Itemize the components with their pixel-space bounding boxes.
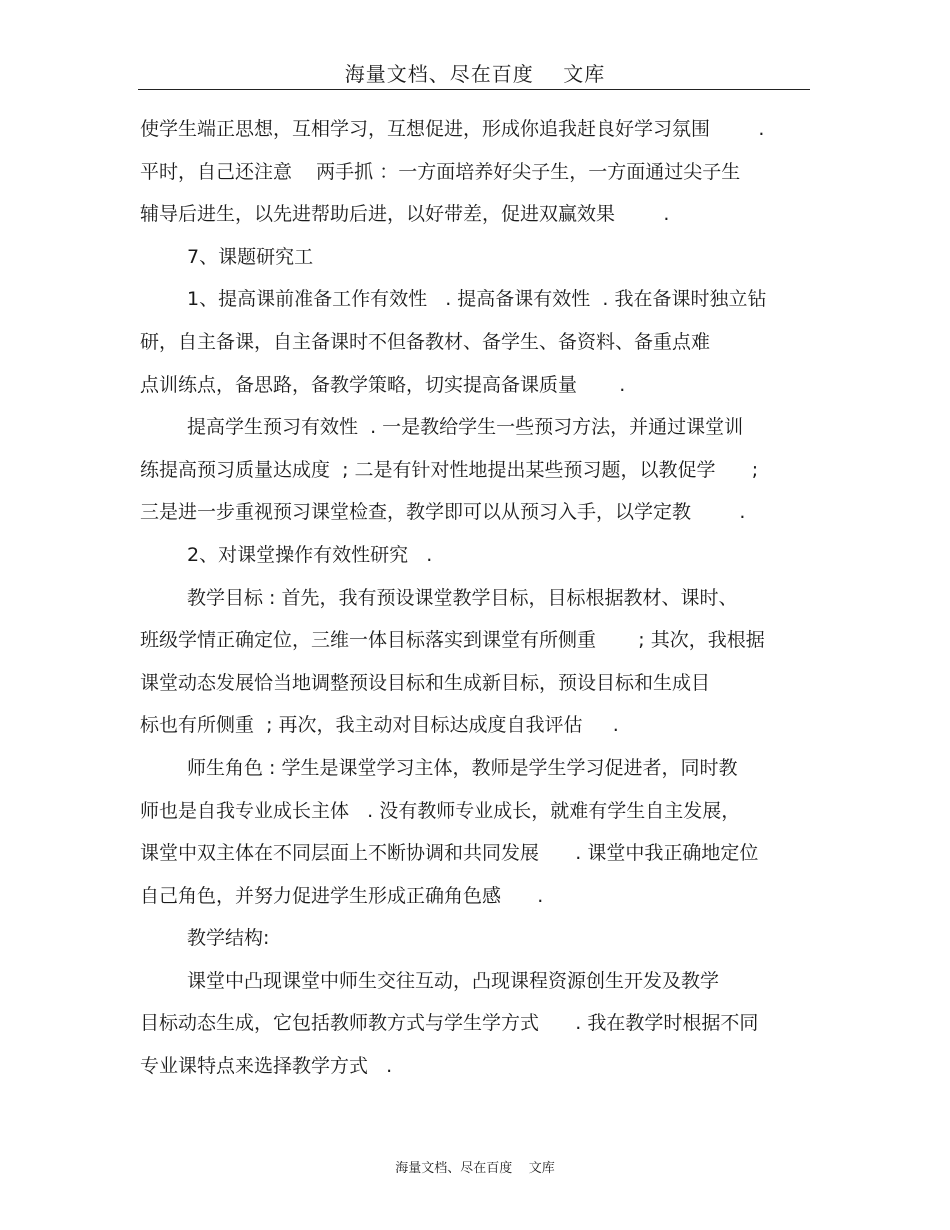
page-header-title: 海量文档、尽在百度 文库 [344,62,606,86]
text-line: 辅导后进生，以先进帮助后进，以好带差，促进双赢效果 . [140,203,670,226]
text-line: 使学生端正思想，互相学习，互想促进，形成你追我赶良好学习氛围 . [140,118,765,140]
text-line: 师生角色 : 学生是课堂学习主体，教师是学生学习促进者，同时教 [187,756,738,779]
text-line: 教学结构: [187,927,270,950]
text-line: 三是进一步重视预习课堂检查，教学即可以从预习入手，以学定教 . [140,501,746,524]
text-line: 班级学情正确定位，三维一体目标落实到课堂有所侧重 ; 其次，我根据 [140,629,765,652]
text-line: 提高学生预习有效性 . 一是教给学生一些预习方法，并通过课堂训 [187,416,744,439]
page-footer-text: 海量文档、尽在百度 文库 [395,1161,555,1176]
document-body [140,108,820,1088]
text-line: 课堂中双主体在不同层面上不断协调和共同发展 . 课堂中我正确地定位 [140,842,759,865]
text-line: 自己角色，并努力促进学生形成正确角色感 . [140,884,544,907]
text-line: 课堂中凸现课堂中师生交往互动，凸现课程资源创生开发及教学 [187,969,720,992]
text-line: 课堂动态发展恰当地调整预设目标和生成新目标，预设目标和生成目 [140,671,711,694]
text-line: 点训练点，备思路，备教学策略，切实提高备课质量 . [140,373,626,396]
header-divider [138,89,810,90]
text-line: 标也有所侧重 ; 再次，我主动对目标达成度自我评估 . [140,714,619,737]
text-line: 专业课特点来选择教学方式 . [140,1055,393,1078]
text-line: 目标动态生成，它包括教师教方式与学生学方式 . 我在教学时根据不同 [140,1012,759,1035]
text-line: 2、对课堂操作有效性研究 . [187,543,433,566]
text-line: 练提高预习质量达成度 ; 二是有针对性地提出某些预习题，以教促学 ; [140,458,759,481]
text-line: 平时，自己还注意 两手抓 ：一方面培养好尖子生，一方面通过尖子生 [140,160,741,183]
text-line: 师也是自我专业成长主体 . 没有教师专业成长，就难有学生自主发展， [140,799,741,822]
text-line: 1、提高课前准备工作有效性 . 提高备课有效性 . 我在备课时独立钻 [187,288,767,311]
text-line: 研，自主备课，自主备课时不但备教材、备学生、备资料、备重点难 [140,330,711,353]
text-line: 7、课题研究工 [187,245,314,268]
text-line: 教学目标 : 首先，我有预设课堂教学目标，目标根据教材、课时、 [187,586,738,609]
